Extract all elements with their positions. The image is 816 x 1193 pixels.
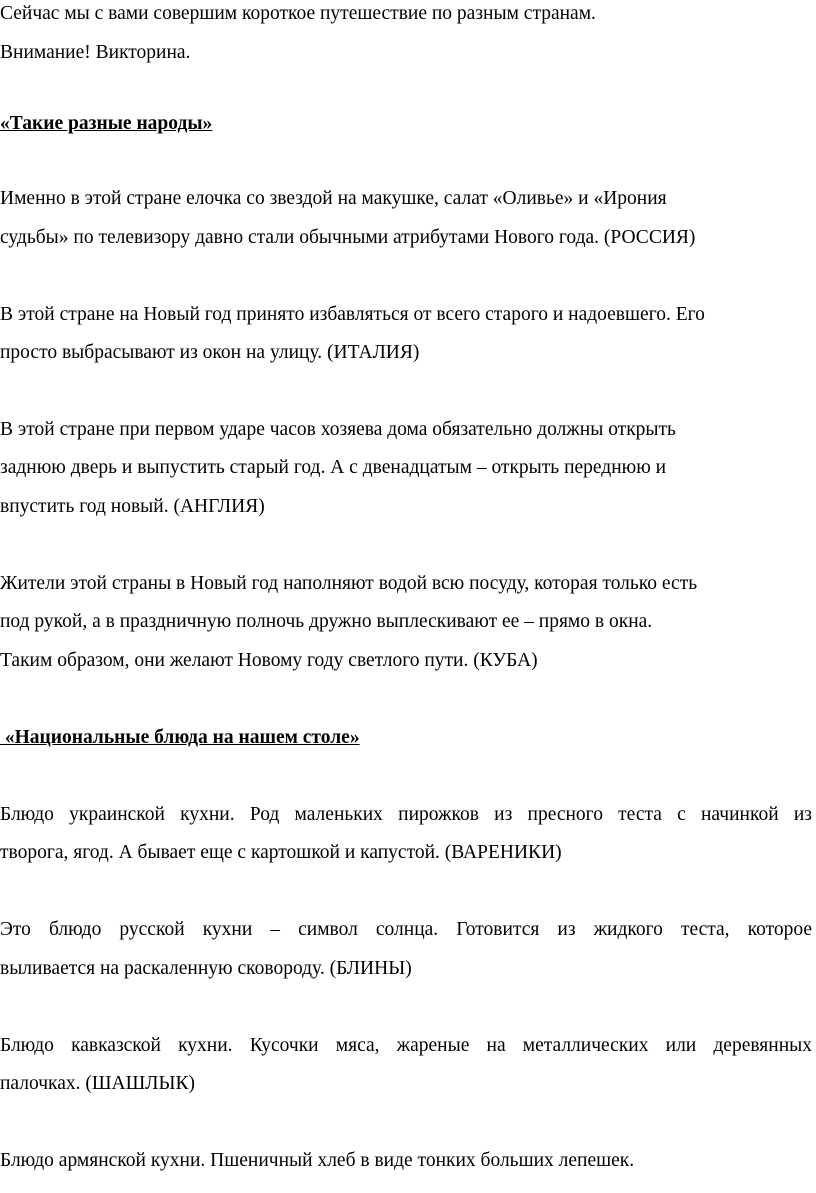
intro-line-1: Сейчас мы с вами совершим короткое путешествие по разным странам. [0, 3, 596, 24]
quiz-question-bliny-line-2: выливается на раскаленную сковороду. (БЛИНЫ) [0, 958, 412, 979]
quiz-question-england-line-2: заднюю дверь и выпустить старый год. А с двенадцатым – открыть переднюю и [0, 457, 667, 478]
quiz-question-vareniki-line-2: творога, ягод. А бывает еще с картошкой и капустой. (ВАРЕНИКИ) [0, 842, 562, 863]
quiz-question-lavash-line-1: Блюдо армянской кухни. Пшеничный хлеб в виде тонких больших лепешек. [0, 1150, 635, 1171]
quiz-question-italy-line-1: В этой стране на Новый год принято избавляться от всего старого и надоевшего. Его [0, 304, 705, 325]
quiz-question-russia-line-2: судьбы» по телевизору давно стали обычными атрибутами Нового года. (РОССИЯ) [0, 227, 696, 248]
quiz-question-england-line-1: В этой стране при первом ударе часов хозяева дома обязательно должны открыть [0, 419, 676, 440]
intro-line-2: Внимание! Викторина. [0, 42, 191, 63]
quiz-question-bliny-line-1: Это блюдо русской кухни – символ солнца. Готовится из жидкого теста, которое [0, 919, 812, 940]
quiz-question-italy-line-2: просто выбрасывают из окон на улицу. (ИТАЛИЯ) [0, 342, 420, 363]
quiz-question-cuba-line-1: Жители этой страны в Новый год наполняют водой всю посуду, которая только есть [0, 573, 698, 594]
quiz-question-england-line-3: впустить год новый. (АНГЛИЯ) [0, 496, 265, 517]
quiz-question-russia-line-1: Именно в этой стране елочка со звездой на макушке, салат «Оливье» и «Ирония [0, 188, 667, 209]
section-heading-peoples: «Такие разные народы» [0, 113, 213, 134]
quiz-question-cuba-line-3: Таким образом, они желают Новому году светлого пути. (КУБА) [0, 650, 538, 671]
quiz-question-cuba-line-2: под рукой, а в праздничную полночь дружно выплескивают ее – прямо в окна. [0, 611, 653, 632]
quiz-question-shashlik-line-2: палочках. (ШАШЛЫК) [0, 1073, 196, 1094]
section-heading-dishes: «Национальные блюда на нашем столе» [0, 727, 360, 748]
quiz-question-shashlik-line-1: Блюдо кавказской кухни. Кусочки мяса, жареные на металлических или деревянных [0, 1035, 812, 1056]
quiz-question-vareniki-line-1: Блюдо украинской кухни. Род маленьких пирожков из пресного теста с начинкой из [0, 804, 812, 825]
